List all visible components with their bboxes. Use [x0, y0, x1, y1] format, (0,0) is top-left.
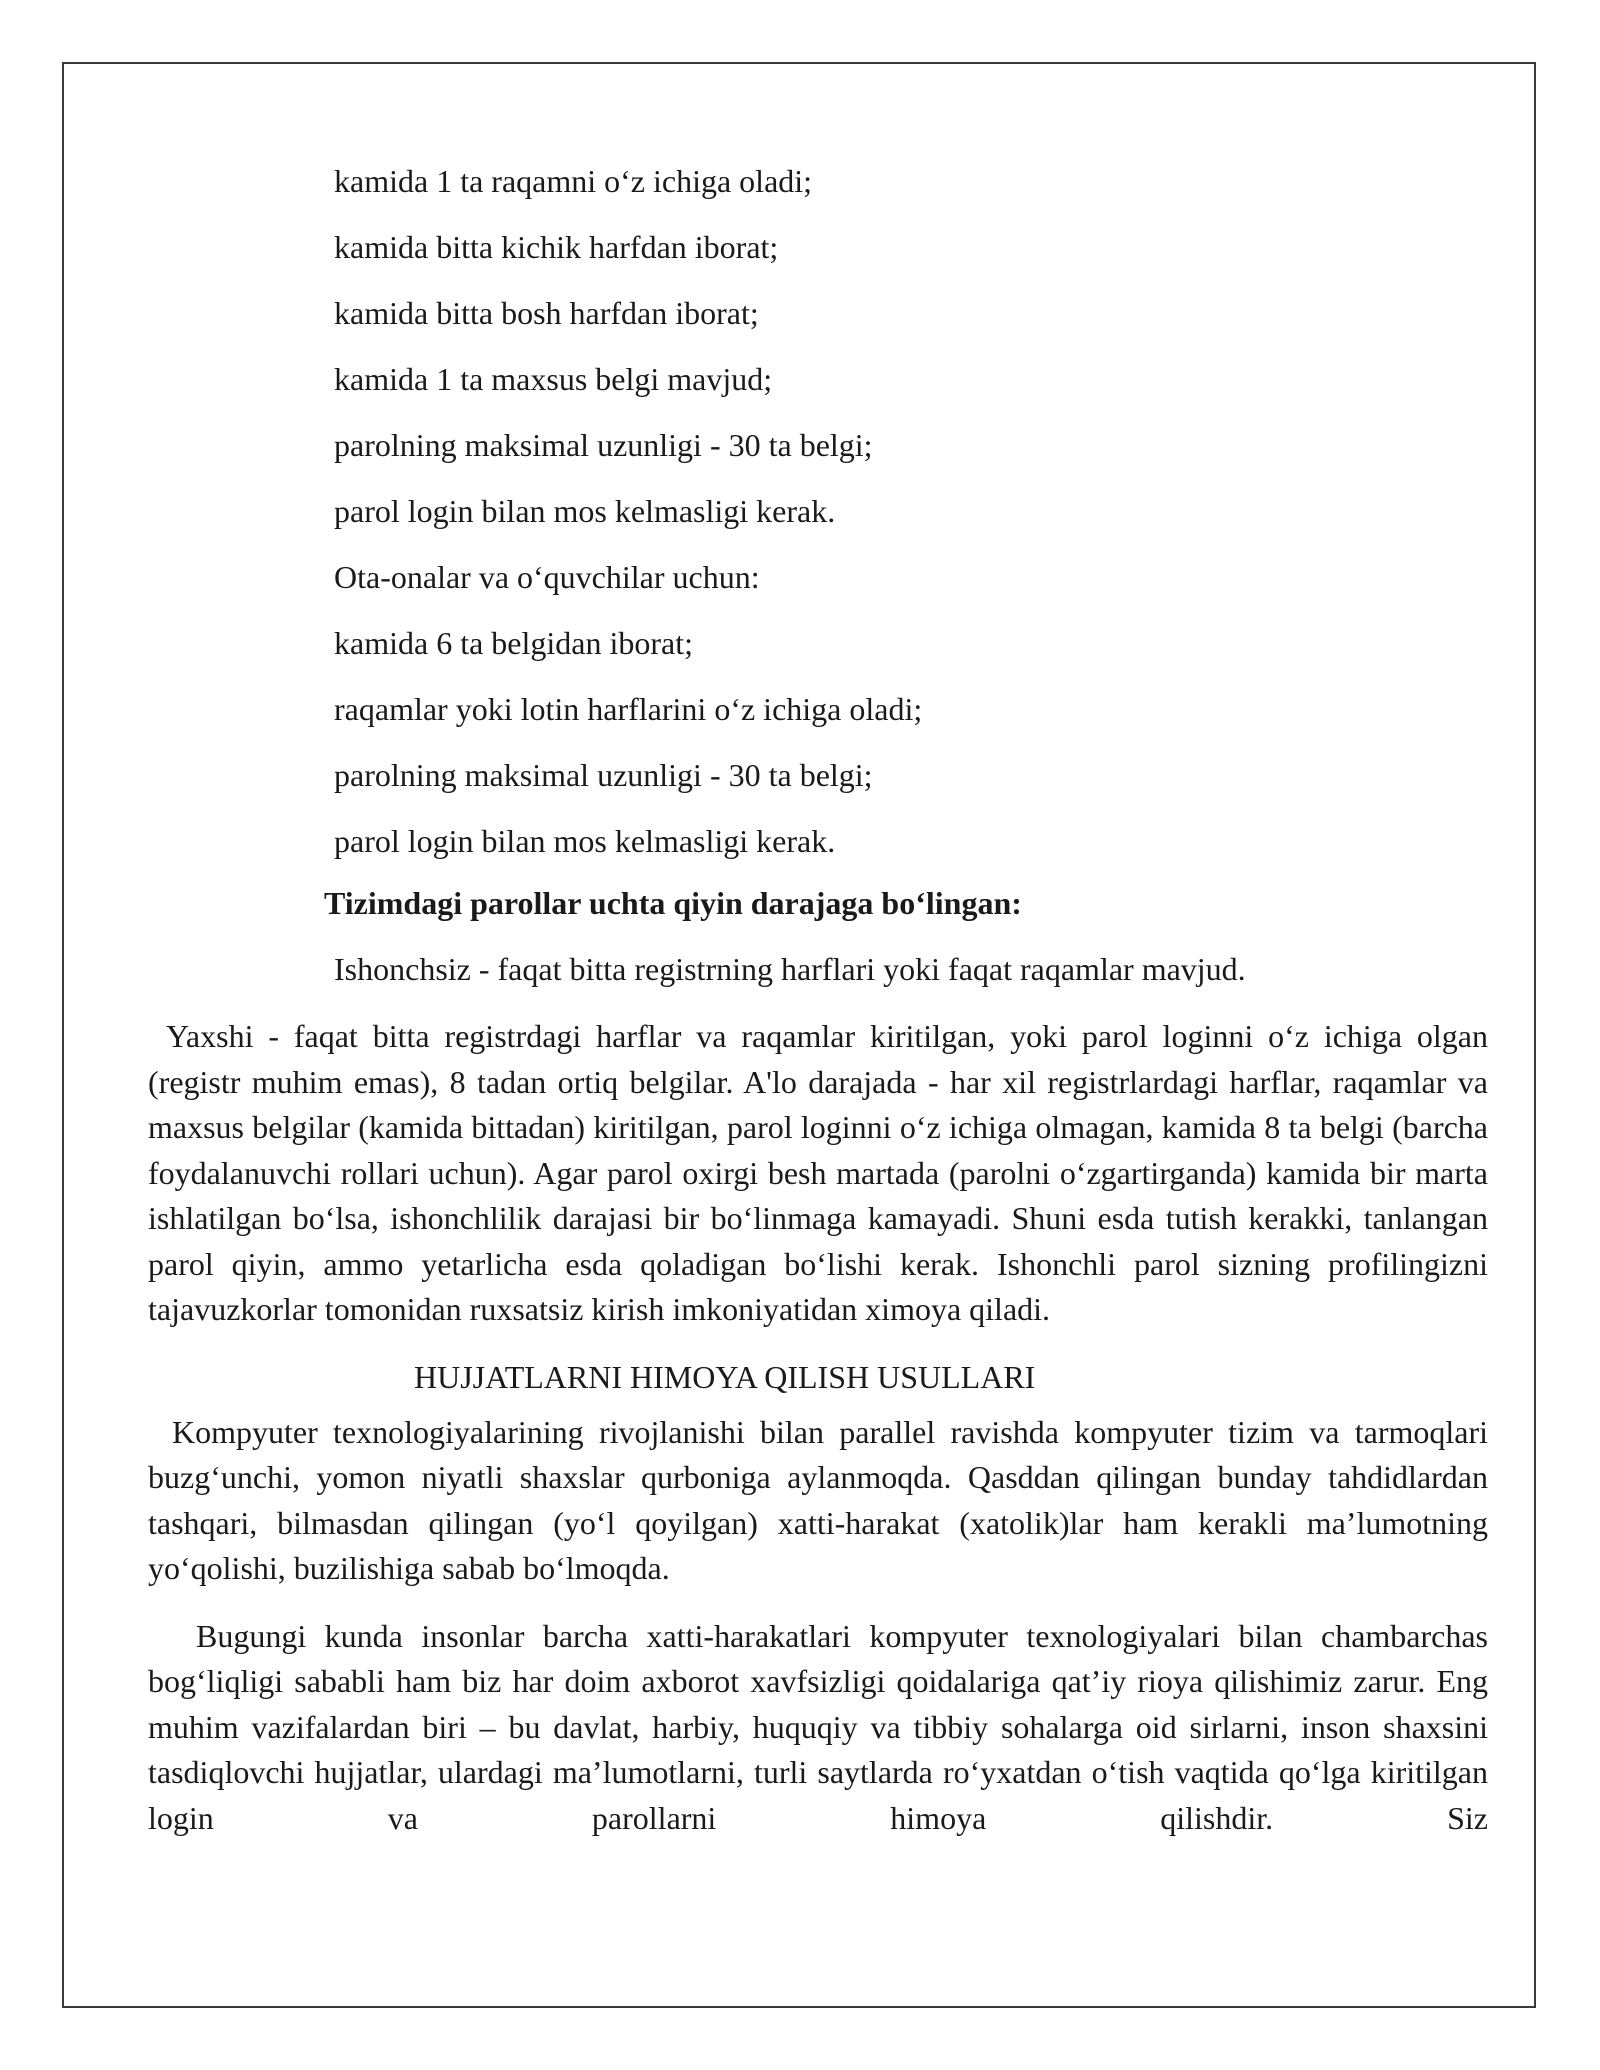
document-body: [148, 160, 1488, 1863]
list-item: parolning maksimal uzunligi - 30 ta belgi;: [334, 757, 873, 793]
section-heading: HUJJATLARNI HIMOYA QILISH USULLARI: [414, 1358, 1036, 1395]
list-item: kamida 1 ta raqamni o‘z ichiga oladi;: [334, 163, 813, 199]
list-subgroup-label: Ota-onalar va o‘quvchilar uchun:: [334, 559, 760, 595]
list-item: kamida 6 ta belgidan iborat;: [334, 625, 693, 661]
intro-paragraph: Kompyuter texnologiyalarining rivojlanishi bilan parallel ravishda kompyuter tizim va tarmoqlari buzg‘unchi, yomon niyatli shaxslar qurboniga aylanmoqda. Qasddan qilingan bunday tahdidlardan tashqari, bilmasdan qilingan (yo‘l qoyilgan) xatti-harakat (xatolik)lar ham kerakli ma’lumotning yo‘qolishi, buzilishiga sabab bo‘lmoqda.: [148, 1413, 1488, 1586]
difficulty-levels-heading: Tizimdagi parollar uchta qiyin darajaga bo‘lingan:: [324, 885, 1022, 921]
list-item: parol login bilan mos kelmasligi kerak.: [334, 493, 836, 529]
importance-paragraph: Bugungi kunda insonlar barcha xatti-harakatlari kompyuter texnologiyalari bilan chambarchas bog‘liqligi sababli ham biz har doim axborot xavfsizligi qoidalariga qat’iy rioya qilishimiz zarur. Eng muhim vazifalardan biri – bu davlat, harbiy, huquqiy va tibbiy sohalarga oid sirlarni, inson shaxsini tasdiqlovchi hujjatlar, ulardagi ma’lumotlarni, turli saytlarda ro‘yxatdan o‘tish vaqtida qo‘lga kiritilgan login va parollarni himoya qilishdir. Siz: [148, 1617, 1488, 1836]
list-item: raqamlar yoki lotin harflarini o‘z ichiga oladi;: [334, 691, 923, 727]
list-item: kamida 1 ta maxsus belgi mavjud;: [334, 361, 773, 397]
password-levels-paragraph: Yaxshi - faqat bitta registrdagi harflar va raqamlar kiritilgan, yoki parol loginni o‘z ichiga olgan (registr muhim emas), 8 tadan ortiq belgilar. A'lo darajada - har xil registrlardagi harflar, raqamlar va maxsus belgilar (kamida bittadan) kiritilgan, parol loginni o‘z ichiga olmagan, kamida 8 ta belgi (barcha foydalanuvchi rollari uchun). Agar parol oxirgi besh martada (parolni o‘zgartirganda) kamida bir marta ishlatilgan bo‘lsa, ishonchlilik darajasi bir bo‘linmaga kamayadi. Shuni esda tutish kerakki, tanlangan parol qiyin, ammo yetarlicha esda qoladigan bo‘lishi kerak. Ishonchli parol sizning profilingizni tajavuzkorlar tomonidan ruxsatsiz kirish imkoniyatidan ximoya qiladi.: [148, 1018, 1488, 1327]
list-item: parol login bilan mos kelmasligi kerak.: [334, 823, 836, 859]
unreliable-level-line: Ishonchsiz - faqat bitta registrning harflari yoki faqat raqamlar mavjud.: [334, 951, 1246, 987]
list-item: parolning maksimal uzunligi - 30 ta belgi;: [334, 427, 873, 463]
list-item: kamida bitta bosh harfdan iborat;: [334, 295, 759, 331]
list-item: kamida bitta kichik harfdan iborat;: [334, 229, 779, 265]
